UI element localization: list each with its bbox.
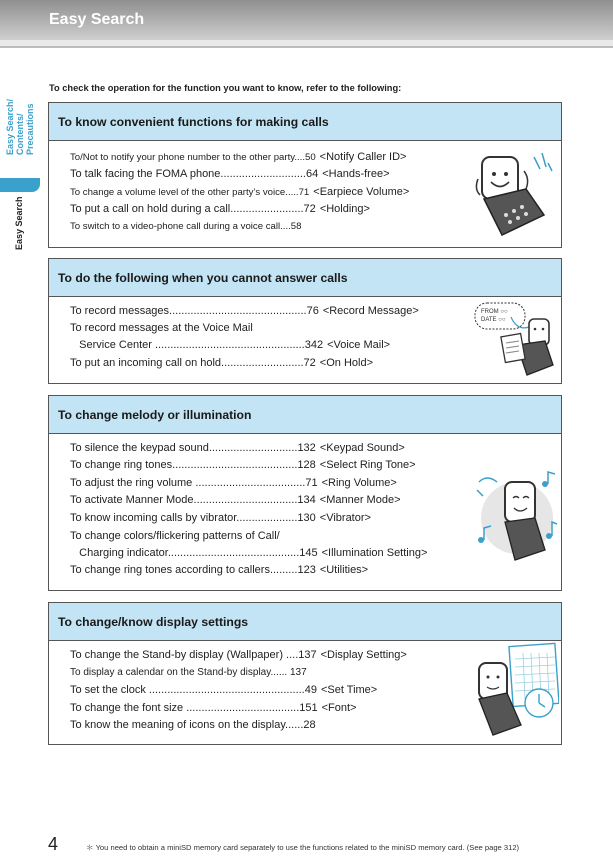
date-text: DATE ○○ xyxy=(481,317,506,323)
row-ref: <Ring Volume> xyxy=(321,477,397,489)
list-item[interactable] xyxy=(70,512,371,524)
row-text: To activate Manner Mode..................................134 xyxy=(70,494,316,506)
row-text: Service Center .................................................342 xyxy=(70,339,324,351)
list-item[interactable] xyxy=(70,459,416,471)
section-title: To change melody or illumination xyxy=(58,408,252,422)
row-ref: <Keypad Sound> xyxy=(319,442,405,454)
section-title: To know convenient functions for making calls xyxy=(58,115,329,129)
row-text: To adjust the ring volume ....................................71 xyxy=(70,477,318,489)
section-melody xyxy=(48,395,562,591)
header-divider xyxy=(0,46,613,48)
row-ref: <Earpiece Volume> xyxy=(313,186,410,198)
side-tab-marker xyxy=(0,178,40,192)
row-ref: <Set Time> xyxy=(320,684,378,696)
music-phone-icon xyxy=(471,470,559,564)
row-ref: <Voice Mail> xyxy=(327,339,391,351)
list-item[interactable] xyxy=(70,547,427,559)
row-ref: <On Hold> xyxy=(319,357,373,369)
footnote: ＊ You need to obtain a miniSD memory card separately to use the functions related to the miniSD memory card. (See page 312) xyxy=(86,843,520,852)
row-text: To silence the keypad sound.............................132 xyxy=(70,442,316,454)
list-item[interactable] xyxy=(70,494,401,506)
row-text: To put a call on hold during a call........................72 xyxy=(70,203,316,215)
side-tab-easy-search-label: Easy Search xyxy=(14,196,24,250)
list-item[interactable] xyxy=(70,203,370,215)
section-cannot-answer xyxy=(48,258,562,384)
list-item[interactable] xyxy=(70,322,253,334)
row-text: To know incoming calls by vibrator....................130 xyxy=(70,512,316,524)
intro-text: To check the operation for the function you want to know, refer to the following: xyxy=(49,83,402,93)
section-heading xyxy=(49,259,561,297)
list-item[interactable] xyxy=(70,186,409,198)
section-title: To do the following when you cannot answer calls xyxy=(58,271,348,285)
row-text: To record messages at the Voice Mail xyxy=(70,322,253,334)
row-text: To change the Stand-by display (Wallpaper) ....137 xyxy=(70,649,317,661)
list-item[interactable] xyxy=(70,702,356,714)
row-text: To display a calendar on the Stand-by display...... 137 xyxy=(70,667,307,678)
row-text: To change a volume level of the other party’s voice.....71 xyxy=(70,187,310,198)
row-ref: <Notify Caller ID> xyxy=(319,151,407,163)
row-ref: <Display Setting> xyxy=(320,649,407,661)
section-heading xyxy=(49,103,561,141)
list-item[interactable] xyxy=(70,221,301,232)
row-text: To change ring tones.........................................128 xyxy=(70,459,316,471)
list-item[interactable] xyxy=(70,168,390,180)
section-display xyxy=(48,602,562,745)
section-making-calls xyxy=(48,102,562,248)
list-item[interactable] xyxy=(70,667,307,678)
section-title: To change/know display settings xyxy=(58,615,249,629)
row-text: To switch to a video-phone call during a voice call....58 xyxy=(70,221,302,232)
section-heading xyxy=(49,396,561,434)
list-item[interactable] xyxy=(70,684,377,696)
row-text: To change colors/flickering patterns of Call/ xyxy=(70,530,280,542)
calendar-phone-icon xyxy=(473,641,559,739)
phone-face-icon xyxy=(474,149,554,241)
voicemail-icon xyxy=(473,301,557,379)
row-ref: <Illumination Setting> xyxy=(321,547,428,559)
row-text: To/Not to notify your phone number to the other party....50 xyxy=(70,152,316,163)
row-text: To put an incoming call on hold...........................72 xyxy=(70,357,316,369)
row-ref: <Utilities> xyxy=(319,564,369,576)
row-ref: <Record Message> xyxy=(322,305,419,317)
from-text: FROM ○○ xyxy=(481,309,508,315)
row-text: To know the meaning of icons on the display......28 xyxy=(70,719,316,731)
list-item[interactable] xyxy=(70,477,397,489)
list-item[interactable] xyxy=(70,339,390,351)
row-text: To change ring tones according to callers.........123 xyxy=(70,564,316,576)
side-tab-easy-search[interactable] xyxy=(0,192,40,252)
row-text: To talk facing the FOMA phone............................64 xyxy=(70,168,319,180)
side-tab-contents[interactable] xyxy=(5,85,43,155)
row-ref: <Vibrator> xyxy=(319,512,371,524)
section-heading xyxy=(49,603,561,641)
row-text: To record messages.............................................76 xyxy=(70,305,319,317)
list-item[interactable] xyxy=(70,442,405,454)
list-item[interactable] xyxy=(70,151,406,163)
row-text: To set the clock ...................................................49 xyxy=(70,684,317,696)
list-item[interactable] xyxy=(70,719,316,731)
list-item[interactable] xyxy=(70,564,368,576)
list-item[interactable] xyxy=(70,649,407,661)
row-ref: <Font> xyxy=(321,702,357,714)
list-item[interactable] xyxy=(70,357,373,369)
page-title: Easy Search xyxy=(49,11,145,28)
list-item[interactable] xyxy=(70,305,419,317)
row-text: To change the font size .....................................151 xyxy=(70,702,318,714)
row-text: Charging indicator...........................................145 xyxy=(70,547,318,559)
row-ref: <Select Ring Tone> xyxy=(319,459,416,471)
list-item[interactable] xyxy=(70,530,280,542)
row-ref: <Holding> xyxy=(319,203,370,215)
row-ref: <Manner Mode> xyxy=(319,494,401,506)
page-number: 4 xyxy=(48,834,59,854)
side-tab-contents-label: Easy Search/ Contents/ Precautions xyxy=(5,98,35,155)
row-ref: <Hands-free> xyxy=(322,168,390,180)
